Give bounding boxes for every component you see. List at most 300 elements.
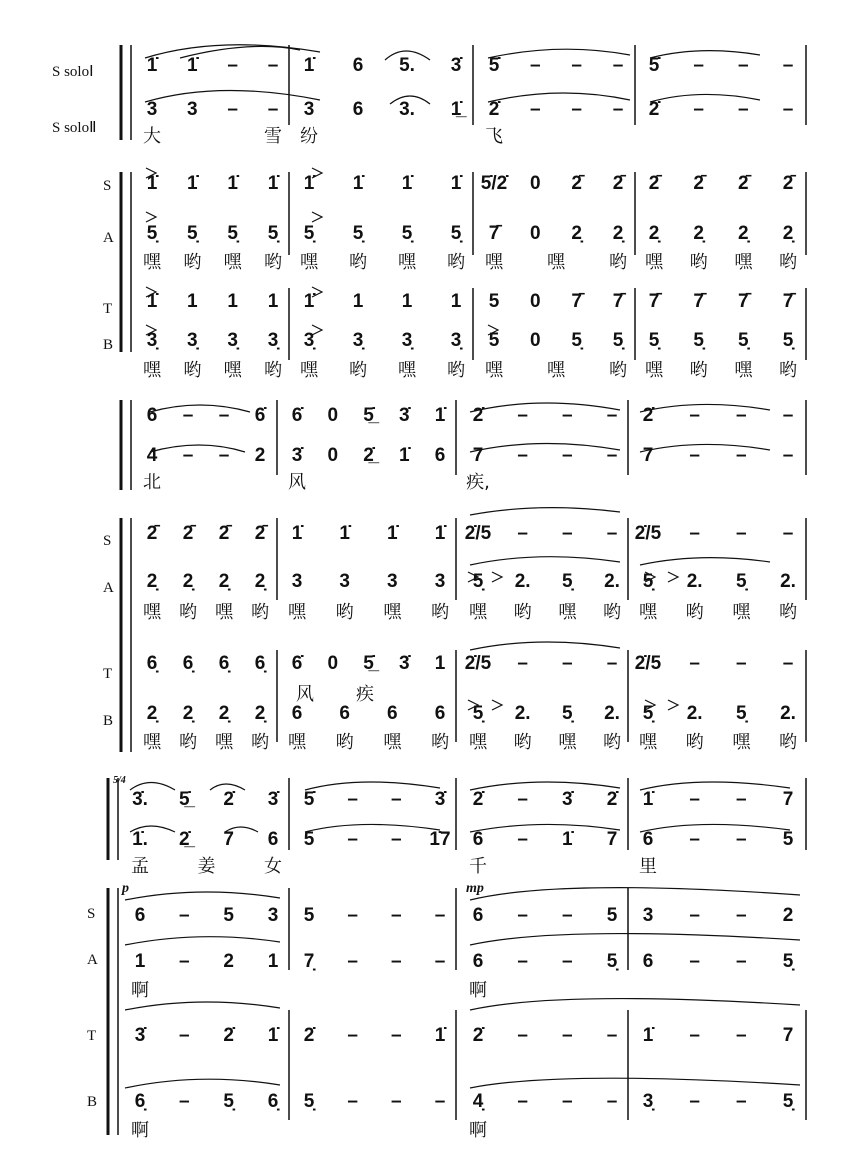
lyric-syllable: 哟	[689, 360, 708, 381]
part-label-t: T	[103, 666, 113, 682]
note-symbol: 2̄	[218, 523, 230, 544]
note-symbol: –	[517, 445, 528, 466]
note-symbol: –	[391, 829, 402, 850]
lyric-syllable: 纷	[300, 126, 318, 147]
note-symbol: –	[347, 905, 358, 926]
note-symbol: 2̄	[182, 523, 194, 544]
note-symbol: 1̲̇	[450, 99, 462, 120]
note-symbol: 7̄	[571, 291, 582, 312]
note-symbol: 3	[267, 905, 279, 926]
note-symbol: –	[736, 1025, 747, 1046]
note-symbol: 2̣	[182, 703, 194, 724]
lyric-syllable: 嘿	[547, 360, 565, 381]
lyric-syllable: 嘿	[215, 732, 233, 753]
note-symbol: –	[571, 55, 582, 76]
note-symbol: –	[689, 405, 700, 426]
note-symbol: 5	[488, 330, 500, 351]
note-symbol: 5	[223, 905, 234, 926]
note-symbol: –	[782, 405, 794, 426]
note-symbol: –	[562, 523, 573, 544]
note-symbol: 5	[488, 291, 500, 312]
note-symbol: 2̣	[612, 223, 624, 244]
lyric-syllable: 嘿	[288, 602, 306, 623]
note-symbol: 1	[434, 653, 446, 674]
note-symbol: –	[736, 653, 747, 674]
note-symbol: –	[736, 905, 747, 926]
lyric-syllable: 风	[296, 684, 314, 705]
note-symbol: –	[689, 1025, 700, 1046]
lyric-syllable: 嘿	[485, 360, 503, 381]
note-symbol: –	[434, 905, 446, 926]
lyric-syllable: 嘿	[469, 602, 487, 623]
note-symbol: 1̇	[303, 55, 315, 76]
part-label-s-solo-1: S soloⅠ	[52, 64, 94, 80]
note-symbol: 0	[327, 405, 339, 426]
note-symbol: –	[391, 1091, 402, 1112]
note-symbol: 5̣	[303, 1091, 315, 1112]
note-symbol: –	[517, 523, 528, 544]
note-symbol: 1̇	[146, 291, 158, 312]
note-symbol: –	[606, 523, 618, 544]
note-symbol: 6̇	[291, 405, 303, 426]
note-symbol: 5̲̇	[363, 405, 374, 426]
note-symbol: –	[434, 1091, 446, 1112]
lyric-syllable: 哟	[609, 252, 627, 273]
note-symbol: 6	[472, 829, 484, 850]
note-symbol: –	[736, 445, 747, 466]
note-symbol: –	[227, 55, 238, 76]
note-symbol: 6	[642, 951, 654, 972]
system-2	[0, 390, 866, 770]
lyric-syllable: 哟	[349, 360, 367, 381]
note-symbol: –	[530, 99, 541, 120]
lyric-syllable: 哟	[447, 360, 465, 381]
part-label-t: T	[103, 301, 113, 317]
note-symbol: 2	[223, 951, 234, 972]
note-symbol: 7̄	[782, 291, 794, 312]
note-symbol: 2̲̇	[363, 445, 374, 466]
note-symbol: 3̇	[398, 405, 410, 426]
note-symbol: 1̇	[352, 173, 364, 194]
note-symbol: 5̲̇	[179, 789, 190, 810]
note-symbol: 2̣	[218, 703, 230, 724]
note-symbol: –	[606, 1025, 618, 1046]
lyric-syllable: 嘿	[485, 252, 503, 273]
note-symbol: –	[562, 405, 573, 426]
system-1-lines	[0, 0, 866, 390]
note-symbol: –	[218, 405, 230, 426]
lyric-syllable: 嘿	[383, 732, 402, 753]
note-symbol: 1	[267, 291, 279, 312]
note-symbol: 3̣	[450, 330, 462, 351]
note-symbol: –	[571, 99, 582, 120]
lyric-syllable: 嘿	[645, 252, 663, 273]
note-symbol: –	[693, 55, 704, 76]
note-symbol: –	[530, 55, 541, 76]
note-symbol: –	[267, 99, 279, 120]
part-label-s: S	[103, 533, 112, 549]
note-symbol: 3	[187, 99, 198, 120]
note-symbol: 6	[472, 905, 484, 926]
lyric-syllable: 哟	[183, 360, 202, 381]
lyric-syllable: 嘿	[645, 360, 663, 381]
part-label-b: B	[103, 337, 114, 353]
note-symbol: 3̣	[146, 330, 158, 351]
note-symbol: 2	[254, 445, 266, 466]
note-symbol: 5̣	[450, 223, 462, 244]
note-symbol: 2̄	[612, 173, 624, 194]
note-symbol: 5̣	[782, 951, 794, 972]
note-symbol: –	[391, 789, 402, 810]
lyric-syllable: 哟	[251, 602, 269, 623]
note-symbol: 5̇	[648, 55, 660, 76]
lyric-syllable: 哟	[685, 602, 704, 623]
note-symbol: –	[736, 523, 747, 544]
lyric-syllable: 啊	[131, 1120, 149, 1141]
note-symbol: 3̣	[303, 330, 315, 351]
note-symbol: 2.	[780, 571, 796, 592]
note-symbol: 2.	[686, 703, 703, 724]
lyric-syllable: 飞	[485, 126, 503, 147]
lyric-syllable: 嘿	[215, 602, 233, 623]
lyric-syllable: 哟	[183, 252, 202, 273]
note-symbol: 1̇	[187, 55, 198, 76]
note-symbol: –	[391, 905, 402, 926]
note-symbol: –	[606, 405, 618, 426]
lyric-syllable: 哟	[603, 602, 621, 623]
note-symbol: 6̣	[146, 653, 158, 674]
note-symbol: 1	[450, 291, 462, 312]
note-symbol: 5̣	[738, 330, 749, 351]
note-symbol: 3̣	[267, 330, 279, 351]
lyric-syllable: 女	[264, 856, 282, 877]
note-symbol: –	[179, 905, 190, 926]
note-symbol: –	[517, 829, 528, 850]
note-symbol: 3	[387, 571, 398, 592]
note-symbol: 5	[303, 829, 315, 850]
note-symbol: 6	[434, 703, 446, 724]
note-symbol: –	[689, 523, 700, 544]
note-symbol: 6	[472, 951, 484, 972]
lyric-syllable: 嘿	[732, 732, 751, 753]
note-symbol: –	[689, 445, 700, 466]
lyric-syllable: 哟	[251, 732, 269, 753]
note-symbol: 1̇	[642, 1025, 654, 1046]
note-symbol: 1̇	[303, 173, 315, 194]
note-symbol: –	[562, 1025, 573, 1046]
note-symbol: 5̇	[488, 55, 500, 76]
note-symbol: 1̇	[146, 55, 158, 76]
note-symbol: 3̇	[267, 789, 279, 810]
note-symbol: 1̇	[303, 291, 315, 312]
note-symbol: 2̣	[146, 703, 158, 724]
note-symbol: 3.	[399, 99, 415, 120]
note-symbol: 3̣	[352, 330, 364, 351]
note-symbol: 7	[782, 789, 794, 810]
note-symbol: 2̣	[738, 223, 749, 244]
note-symbol: –	[738, 99, 749, 120]
lyric-syllable: 哟	[603, 732, 621, 753]
note-symbol: 1̇	[227, 173, 238, 194]
note-symbol: 1̇	[434, 523, 446, 544]
lyric-syllable: 哟	[609, 360, 627, 381]
lyric-syllable: 嘿	[639, 602, 657, 623]
note-symbol: –	[517, 405, 528, 426]
note-symbol: 1̇	[642, 789, 654, 810]
note-symbol: 1̇	[450, 173, 462, 194]
note-symbol: 2̇	[303, 1025, 315, 1046]
note-symbol: 3̇	[398, 653, 410, 674]
note-symbol: 7	[606, 829, 618, 850]
note-symbol: 6	[434, 445, 446, 466]
note-symbol: 6	[642, 829, 654, 850]
note-symbol: 2̇/5	[464, 523, 492, 544]
note-symbol: 7	[782, 1025, 794, 1046]
note-symbol: –	[218, 445, 230, 466]
note-symbol: –	[689, 1091, 700, 1112]
note-symbol: 5̣	[782, 1091, 794, 1112]
note-symbol: 0	[530, 223, 541, 244]
note-symbol: 1̇	[398, 445, 410, 466]
note-symbol: 5̣	[472, 703, 484, 724]
note-symbol: –	[612, 55, 624, 76]
note-symbol: 5̣	[612, 330, 624, 351]
lyric-syllable: 嘿	[558, 602, 577, 623]
note-symbol: 5̣	[187, 223, 198, 244]
part-label-s-solo-2: S soloⅡ	[52, 120, 97, 136]
note-symbol: 2̣	[782, 223, 794, 244]
note-symbol: 2̲̇	[179, 829, 190, 850]
note-symbol: 7̄	[693, 291, 704, 312]
part-label-a: A	[87, 952, 98, 968]
note-symbol: 6̣	[182, 653, 194, 674]
note-symbol: 2̇	[648, 99, 660, 120]
note-symbol: 3	[291, 571, 303, 592]
note-symbol: 5̣	[782, 330, 794, 351]
note-symbol: 7̄	[612, 291, 624, 312]
note-symbol: 2	[782, 905, 794, 926]
note-symbol: 5̇	[303, 789, 315, 810]
note-symbol: 1	[267, 951, 279, 972]
lyric-syllable: 哟	[779, 732, 797, 753]
note-symbol: 2̇	[488, 99, 500, 120]
system-1	[0, 0, 866, 390]
note-symbol: –	[736, 829, 747, 850]
note-symbol: 1̇	[339, 523, 350, 544]
part-label-s: S	[87, 906, 96, 922]
note-symbol: 7̣	[303, 951, 315, 972]
note-symbol: 6̇	[291, 653, 303, 674]
note-symbol: 3̣	[227, 330, 238, 351]
note-symbol: 2̣	[218, 571, 230, 592]
note-symbol: –	[227, 99, 238, 120]
note-symbol: 1̇	[434, 405, 446, 426]
note-symbol: 5̣	[648, 330, 660, 351]
note-symbol: 6̣	[267, 1091, 279, 1112]
note-symbol: –	[782, 55, 794, 76]
lyric-syllable: 哟	[335, 602, 354, 623]
note-symbol: –	[179, 1091, 190, 1112]
note-symbol: 2.	[604, 703, 620, 724]
lyric-syllable: 哟	[431, 732, 449, 753]
note-symbol: 2̇/5	[634, 523, 662, 544]
lyric-syllable: 雪	[264, 126, 282, 147]
lyric-syllable: 嘿	[143, 602, 161, 623]
note-symbol: –	[347, 789, 358, 810]
note-symbol: –	[693, 99, 704, 120]
note-symbol: 6	[352, 55, 364, 76]
note-symbol: 1	[134, 951, 146, 972]
lyric-syllable: 嘿	[223, 252, 242, 273]
note-symbol: 2̄	[782, 173, 794, 194]
part-label-t: T	[87, 1028, 97, 1044]
note-symbol: 5	[782, 829, 794, 850]
note-symbol: 2̇	[472, 1025, 484, 1046]
note-symbol: –	[562, 445, 573, 466]
note-symbol: 1̇	[146, 173, 158, 194]
note-symbol: 5̣	[352, 223, 364, 244]
note-symbol: 6	[291, 703, 303, 724]
note-symbol: 6	[339, 703, 350, 724]
note-symbol: 3̣	[187, 330, 198, 351]
note-symbol: –	[689, 951, 700, 972]
note-symbol: –	[606, 1091, 618, 1112]
note-symbol: –	[434, 951, 446, 972]
lyric-syllable: 嘿	[143, 732, 161, 753]
note-symbol: –	[517, 653, 528, 674]
note-symbol: 1	[227, 291, 238, 312]
lyric-syllable: 嘿	[398, 252, 416, 273]
lyric-syllable: 哟	[447, 252, 465, 273]
note-symbol: 5	[606, 905, 618, 926]
note-symbol: –	[562, 1091, 573, 1112]
tempo-mark: 5/4	[113, 775, 126, 786]
note-symbol: 5̣	[562, 571, 573, 592]
note-symbol: 7	[472, 445, 484, 466]
lyric-syllable: 嘿	[300, 360, 318, 381]
note-symbol: –	[562, 951, 573, 972]
note-symbol: –	[182, 405, 194, 426]
note-symbol: 0	[327, 445, 339, 466]
note-symbol: 2̣	[254, 571, 266, 592]
note-symbol: –	[347, 1025, 358, 1046]
note-symbol: 3̇	[134, 1025, 146, 1046]
note-symbol: 5̣	[472, 571, 484, 592]
note-symbol: 6	[146, 405, 158, 426]
note-symbol: 4̣	[472, 1091, 484, 1112]
lyric-syllable: 北	[143, 472, 161, 493]
note-symbol: 2̄	[254, 523, 266, 544]
note-symbol: –	[782, 99, 794, 120]
lyric-syllable: 哟	[685, 732, 704, 753]
note-symbol: 1	[401, 291, 413, 312]
note-symbol: 5̣	[303, 223, 315, 244]
dynamic-p: p	[122, 881, 129, 896]
note-symbol: 7	[223, 829, 234, 850]
lyric-syllable: 大	[143, 126, 161, 147]
note-symbol: 7̄	[488, 223, 500, 244]
note-symbol: 7̄	[648, 291, 660, 312]
lyric-syllable: 哟	[179, 732, 197, 753]
note-symbol: 5̣	[606, 951, 618, 972]
lyric-syllable: 哟	[179, 602, 197, 623]
lyric-syllable: 哟	[264, 252, 282, 273]
note-symbol: –	[606, 653, 618, 674]
note-symbol: 3	[303, 99, 315, 120]
note-symbol: 2̇	[223, 789, 234, 810]
note-symbol: 7̄	[738, 291, 749, 312]
note-symbol: 2̄	[738, 173, 749, 194]
lyric-syllable: 嘿	[558, 732, 577, 753]
part-label-a: A	[103, 580, 114, 596]
note-symbol: –	[391, 951, 402, 972]
lyric-syllable: 啊	[469, 1120, 487, 1141]
note-symbol: 6	[352, 99, 364, 120]
note-symbol: 2̣	[182, 571, 194, 592]
note-symbol: 2̄	[648, 173, 660, 194]
note-symbol: 1	[187, 291, 198, 312]
note-symbol: 2̣	[693, 223, 704, 244]
note-symbol: 0	[530, 291, 541, 312]
note-symbol: 1̇.	[132, 829, 148, 850]
lyric-syllable: 嘿	[288, 732, 306, 753]
note-symbol: –	[689, 789, 700, 810]
note-symbol: 5̲̇	[363, 653, 374, 674]
note-symbol: 3	[339, 571, 350, 592]
lyric-syllable: 哟	[431, 602, 449, 623]
note-symbol: 3	[642, 905, 654, 926]
note-symbol: –	[517, 951, 528, 972]
note-symbol: 2̇/5	[634, 653, 662, 674]
note-symbol: 3̇	[434, 789, 446, 810]
note-symbol: 2.	[514, 571, 531, 592]
lyric-syllable: 姜	[197, 856, 216, 877]
note-symbol: 3	[434, 571, 446, 592]
lyric-syllable: 嘿	[732, 602, 751, 623]
note-symbol: –	[689, 829, 700, 850]
note-symbol: 5	[303, 905, 315, 926]
lyric-syllable: 嘿	[734, 360, 753, 381]
note-symbol: 2̇	[472, 405, 484, 426]
note-symbol: 1̇	[401, 173, 413, 194]
note-symbol: 2.	[514, 703, 531, 724]
note-symbol: 5̣	[562, 703, 573, 724]
lyric-syllable: 哟	[513, 602, 532, 623]
note-symbol: –	[736, 789, 747, 810]
lyric-syllable: 嘿	[383, 602, 402, 623]
note-symbol: –	[347, 829, 358, 850]
lyric-syllable: 嘿	[143, 360, 161, 381]
lyric-syllable: 哟	[513, 732, 532, 753]
note-symbol: 5̣	[736, 571, 747, 592]
note-symbol: –	[517, 905, 528, 926]
note-symbol: 2̣	[146, 571, 158, 592]
note-symbol: –	[182, 445, 194, 466]
note-symbol: 3	[146, 99, 158, 120]
note-symbol: 5̣	[693, 330, 704, 351]
note-symbol: 2̄	[693, 173, 704, 194]
part-label-b: B	[87, 1094, 98, 1110]
lyric-syllable: 哟	[689, 252, 708, 273]
note-symbol: 1̇	[291, 523, 303, 544]
lyric-syllable: 疾,	[466, 472, 490, 493]
note-symbol: –	[267, 55, 279, 76]
note-symbol: 1̇	[387, 523, 398, 544]
note-symbol: 0	[327, 653, 339, 674]
note-symbol: 5̣	[401, 223, 413, 244]
note-symbol: 4	[146, 445, 158, 466]
note-symbol: 2̇	[223, 1025, 234, 1046]
